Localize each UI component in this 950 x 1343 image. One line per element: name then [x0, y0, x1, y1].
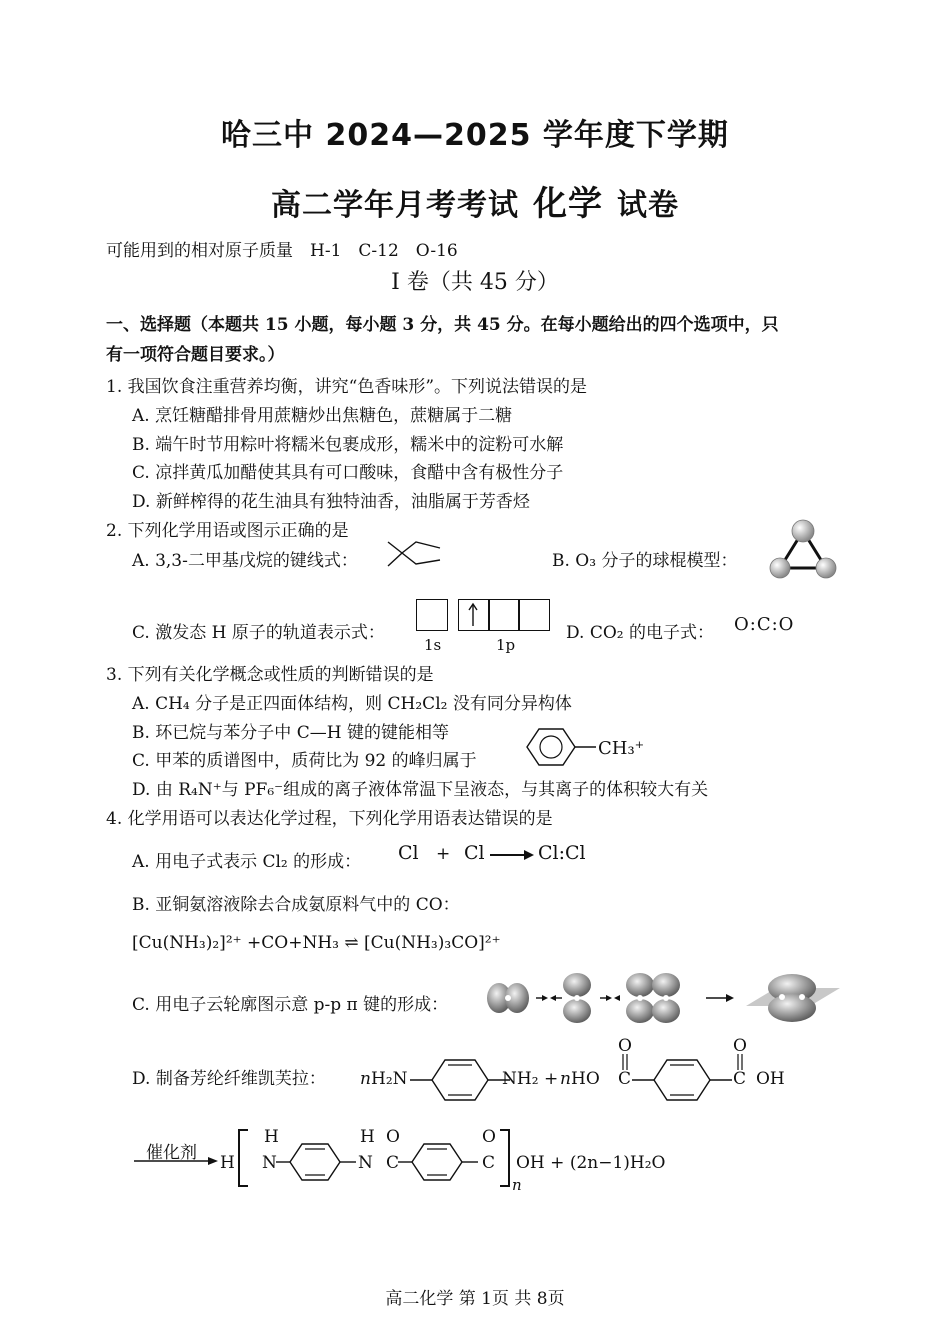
plus-sign: +	[436, 844, 451, 864]
q3-option-a: A. CH₄ 分子是正四面体结构，则 CH₂Cl₂ 没有同分异构体	[132, 694, 572, 714]
q1-stem: 1. 我国饮食注重营养均衡，讲究“色香味形”。下列说法错误的是	[106, 377, 588, 397]
orbital-box-1p-2	[488, 599, 520, 631]
q1-option-a: A. 烹饪糖醋排骨用蔗糖炒出焦糖色，蔗糖属于二糖	[132, 406, 513, 426]
amide-h-1: H	[264, 1127, 279, 1147]
q2-option-c: C. 激发态 H 原子的轨道表示式：	[132, 623, 385, 643]
product-reaction-arrow	[134, 1155, 218, 1167]
p-phenylenediamine-ring	[410, 1058, 510, 1102]
title-prefix: 高二学年月考考试	[271, 188, 519, 223]
reaction-arrow	[490, 848, 534, 862]
q3-option-b: B. 环已烷与苯分子中 C—H 键的键能相等	[132, 723, 449, 743]
orbital-box-1p-3	[518, 599, 550, 631]
amide-c-1: C	[386, 1153, 400, 1173]
amide-h-2: H	[360, 1127, 375, 1147]
pi-bond-formation-diagram	[484, 968, 844, 1028]
ozone-ball-stick-model	[768, 518, 838, 580]
double-bond-1	[620, 1054, 630, 1070]
orbital-label-1p: 1p	[496, 636, 516, 654]
exam-title-line2	[0, 176, 950, 225]
cl2-molecule: Cl:Cl	[538, 842, 586, 864]
polymer-bracket-left	[236, 1128, 250, 1188]
carbonyl-c-2: C	[733, 1069, 747, 1089]
q3-stem: 3. 下列有关化学概念或性质的判断错误的是	[106, 665, 434, 685]
carbonyl-c-1: C	[618, 1069, 632, 1089]
end-h-label: H	[220, 1153, 235, 1173]
co2-electron-formula: O:C:O	[734, 614, 795, 635]
orbital-box-1s	[416, 599, 448, 631]
polymer-bracket-right	[498, 1128, 512, 1188]
q2-option-b: B. O₃ 分子的球棍模型：	[552, 551, 738, 571]
product-ring-1	[276, 1142, 360, 1182]
q2-stem: 2. 下列化学用语或图示正确的是	[106, 521, 349, 541]
amide-n-2: N	[358, 1153, 373, 1173]
q4-option-b: B. 亚铜氨溶液除去合成氨原料气中的 CO：	[132, 895, 460, 915]
catalyst-label: 催化剂	[146, 1143, 197, 1163]
q4-option-b-equation: [Cu(NH₃)₂]²⁺ +CO+NH₃ ⇌ [Cu(NH₃)₃CO]²⁺	[132, 933, 501, 953]
benzene-ring-diagram	[526, 727, 598, 767]
cl-atom-1: Cl	[398, 842, 419, 864]
coefficient-n-2: n	[560, 1069, 571, 1089]
amide-o-1: O	[386, 1127, 400, 1147]
repeat-unit-n: n	[512, 1176, 522, 1194]
product-tail: OH + (2n−1)H₂O	[516, 1153, 666, 1173]
amine-nh2-label: NH₂	[502, 1069, 539, 1089]
atomic-masses: 可能用到的相对原子质量 H-1 C-12 O-16	[106, 241, 458, 261]
terephthalic-ring	[632, 1058, 732, 1102]
q4-option-a: A. 用电子式表示 Cl₂ 的形成：	[132, 852, 362, 872]
q2-option-a: A. 3,3-二甲基戊烷的键线式：	[132, 551, 358, 571]
q3-option-d: D. 由 R₄N⁺与 PF₆⁻组成的离子液体常温下呈液态，与其离子的体积较大有关	[132, 780, 709, 800]
up-arrow-icon	[466, 602, 480, 628]
page-footer: 高二化学 第 1页 共 8页	[385, 1289, 565, 1309]
cl-atom-2: Cl	[464, 842, 485, 864]
amine-h2n-label: H₂N	[371, 1069, 408, 1089]
title-suffix: 试卷	[617, 188, 679, 223]
exam-title-line1: 哈三中 2024—2025 学年度下学期	[221, 118, 729, 153]
section-heading-line2: 有一项符合题目要求。）	[106, 345, 285, 365]
q1-option-b: B. 端午时节用粽叶将糯米包裹成形，糯米中的淀粉可水解	[132, 435, 564, 455]
carbonyl-o-2: O	[733, 1036, 747, 1056]
subject-name: 化学	[533, 184, 603, 224]
acid-ho-label: HO	[571, 1069, 600, 1089]
section-heading-line1: 一、选择题（本题共 15 小题，每小题 3 分，共 45 分。在每小题给出的四个选项中，只	[106, 315, 779, 335]
product-ring-2	[398, 1142, 482, 1182]
q3-option-c: C. 甲苯的质谱图中，质荷比为 92 的峰归属于	[132, 751, 477, 771]
skeletal-formula-diagram	[386, 540, 446, 570]
q2-option-d: D. CO₂ 的电子式：	[566, 623, 714, 643]
q1-option-d: D. 新鲜榨得的花生油具有独特油香，油脂属于芳香烃	[132, 492, 530, 512]
q4-option-d: D. 制备芳纶纤维凯芙拉：	[132, 1069, 326, 1089]
q1-option-c: C. 凉拌黄瓜加醋使其具有可口酸味，食醋中含有极性分子	[132, 463, 564, 483]
amide-n-1: N	[262, 1153, 277, 1173]
carbonyl-o-1: O	[618, 1036, 632, 1056]
coefficient-n-1: n	[360, 1069, 371, 1089]
q4-option-c: C. 用电子云轮廓图示意 p-p π 键的形成：	[132, 995, 449, 1015]
part-title: I 卷（共 45 分）	[391, 270, 559, 295]
amide-c-2: C	[482, 1153, 496, 1173]
acid-oh-label: OH	[756, 1069, 785, 1089]
plus-sign-2: +	[544, 1069, 559, 1089]
double-bond-2	[735, 1054, 745, 1070]
amide-o-2: O	[482, 1127, 496, 1147]
q4-stem: 4. 化学用语可以表达化学过程，下列化学用语表达错误的是	[106, 809, 553, 829]
orbital-label-1s: 1s	[424, 636, 442, 654]
methyl-cation-label: CH₃⁺	[598, 738, 645, 759]
